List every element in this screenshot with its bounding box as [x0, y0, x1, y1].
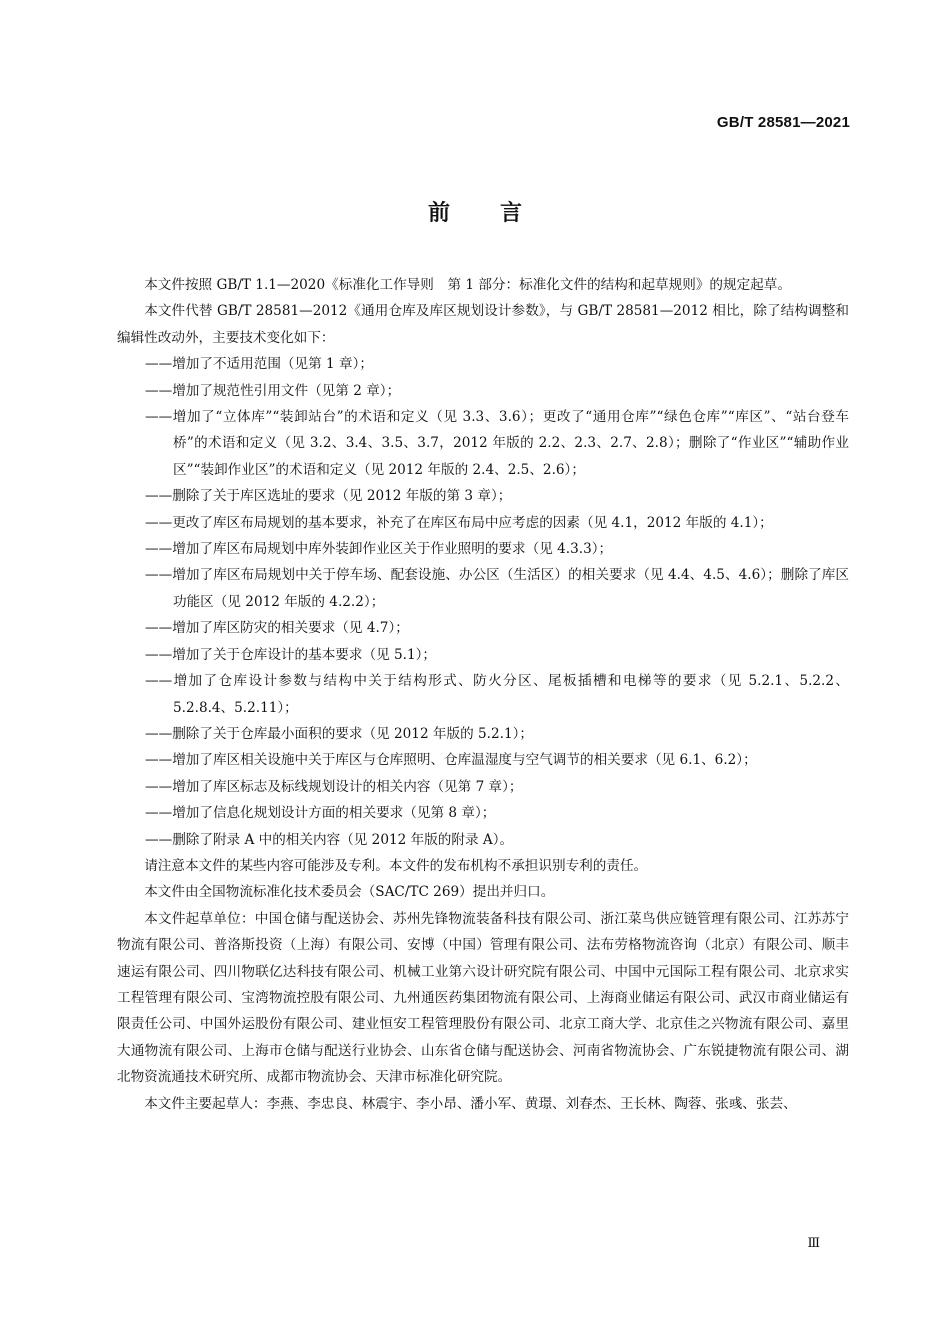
- list-item: ——删除了关于仓库最小面积的要求（见 2012 年版的 5.2.1）；: [145, 725, 534, 742]
- list-item: ——增加了仓库设计参数与结构中关于结构形式、防火分区、尾板插槽和电梯等的要求（见 5.2.1、5.2.2、5.2.8.4、5.2.11）；: [145, 673, 849, 716]
- list-item: ——增加了库区布局规划中库外装卸作业区关于作业照明的要求（见 4.3.3）；: [145, 541, 613, 558]
- paragraph-patent-notice: 请注意本文件的某些内容可能涉及专利。本文件的发布机构不承担识别专利的责任。: [144, 857, 648, 874]
- paragraph-drafters: 本文件主要起草人：李燕、李忠良、林震宇、李小昂、潘小军、黄璟、刘春杰、王长林、陶蓉、张彧、张芸、: [144, 1095, 797, 1112]
- page-title: 前言: [427, 201, 572, 226]
- list-item: ——增加了关于仓库设计的基本要求（见 5.1）；: [145, 646, 437, 663]
- list-item: ——更改了库区布局规划的基本要求，补充了在库区布局中应考虑的因素（见 4.1，2012 年版的 4.1）；: [145, 514, 773, 531]
- list-item: ——增加了库区标志及标线规划设计的相关内容（见第 7 章）；: [145, 778, 523, 795]
- list-item: ——增加了库区防灾的相关要求（见 4.7）；: [145, 620, 409, 637]
- list-item: ——删除了附录 A 中的相关内容（见 2012 年版的附录 A）。: [145, 831, 514, 848]
- page-number: Ⅲ: [807, 1236, 820, 1251]
- paragraph-committee: 本文件由全国物流标准化技术委员会（SAC/TC 269）提出并归口。: [144, 884, 555, 901]
- list-item: ——增加了库区布局规划中关于停车场、配套设施、办公区（生活区）的相关要求（见 4.4、4.5、4.6）；删除了库区功能区（见 2012 年版的 4.2.2）；: [145, 567, 849, 610]
- paragraph-drafting-rules: 本文件按照 GB/T 1.1—2020《标准化工作导则 第 1 部分：标准化文件的结构和起草规则》的规定起草。: [144, 277, 791, 293]
- foreword-body: [117, 272, 849, 1117]
- list-item: ——增加了库区相关设施中关于库区与仓库照明、仓库温湿度与空气调节的相关要求（见 6.1、6.2）；: [145, 752, 757, 769]
- list-item: ——删除了关于库区选址的要求（见 2012 年版的第 3 章）；: [145, 488, 512, 505]
- list-item: ——增加了“立体库”“装卸站台”的术语和定义（见 3.3、3.6）；更改了“通用仓库”“绿色仓库”“库区”、“站台登车桥”的术语和定义（见 3.2、3.4、3.5、3.7，2012 年版的 2.2、2.3、2.7、2.8）；删除了“作业区”“辅助作业区”“装卸作业区”的术语和定义（见 2012 年版的 2.4、2.5、2.6）；: [145, 409, 849, 478]
- paragraph-replacement: 本文件代替 GB/T 28581—2012《通用仓库及库区规划设计参数》，与 GB/T 28581—2012 相比，除了结构调整和编辑性改动外，主要技术变化如下：: [117, 303, 849, 346]
- list-item: ——增加了规范性引用文件（见第 2 章）；: [145, 382, 401, 399]
- paragraph-drafting-units: 本文件起草单位：中国仓储与配送协会、苏州先锋物流装备科技有限公司、浙江菜鸟供应链管理有限公司、江苏苏宁物流有限公司、普洛斯投资（上海）有限公司、安博（中国）管理有限公司、法布劳格物流咨询（北京）有限公司、顺丰速运有限公司、四川物联亿达科技有限公司、机械工业第六设计研究院有限公司、中国中元国际工程有限公司、北京求实工程管理有限公司、宝湾物流控股有限公司、九州通医药集团物流有限公司、上海商业储运有限公司、武汉市商业储运有限责任公司、中国外运股份有限公司、建业恒安工程管理股份有限公司、北京工商大学、北京佳之兴物流有限公司、嘉里大通物流有限公司、上海市仓储与配送行业协会、山东省仓储与配送协会、河南省物流协会、广东锐捷物流有限公司、湖北物资流通技术研究所、成都市物流协会、天津市标准化研究院。: [117, 910, 849, 1086]
- list-item: ——增加了信息化规划设计方面的相关要求（见第 8 章）；: [145, 805, 496, 822]
- list-item: ——增加了不适用范围（见第 1 章）；: [145, 356, 373, 373]
- changes-list: [117, 351, 849, 853]
- standard-number: GB/T 28581—2021: [716, 114, 850, 131]
